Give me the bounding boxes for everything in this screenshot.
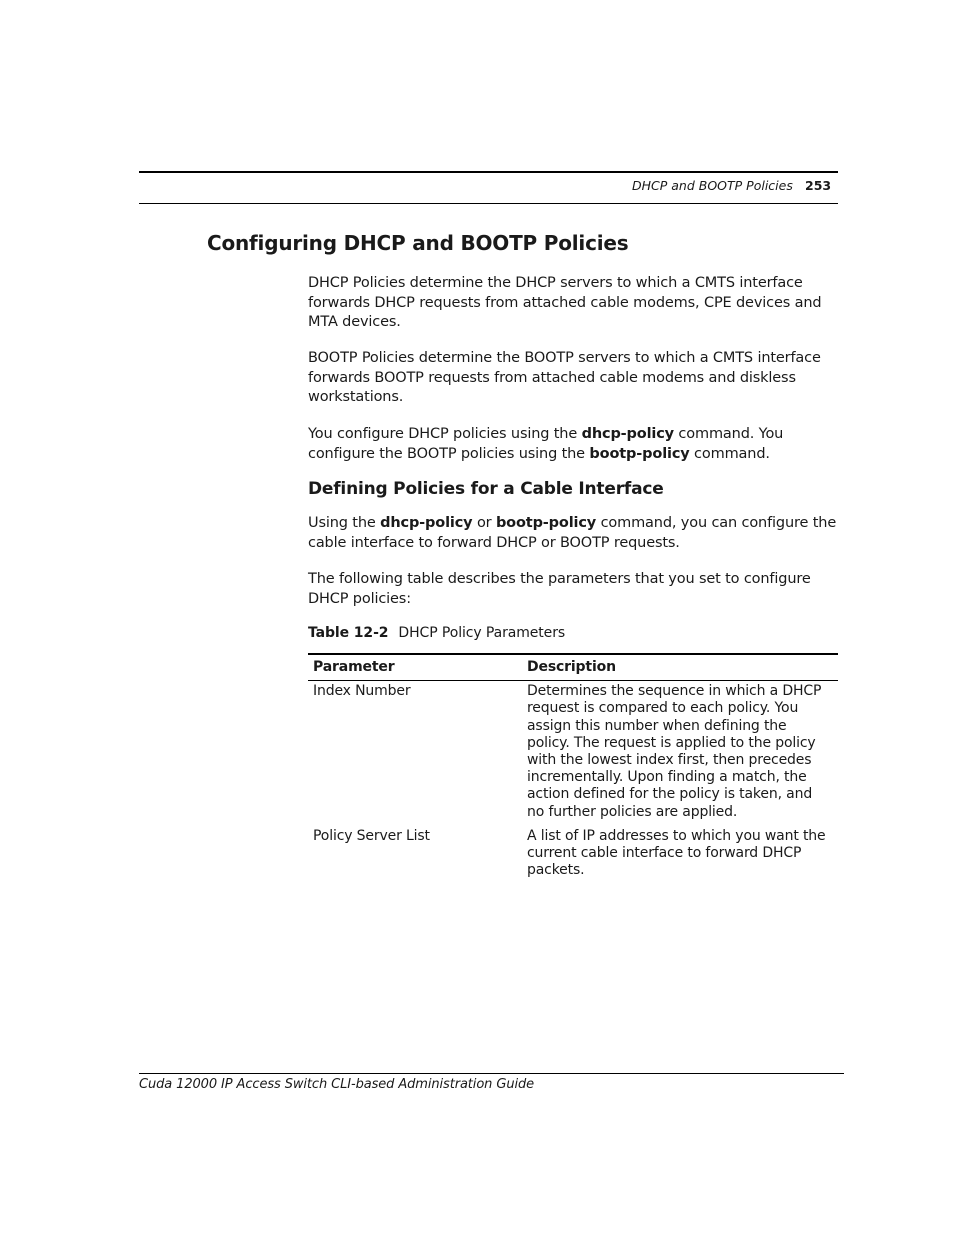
paragraph-configure-commands: You configure DHCP policies using the dhcp-policy command. You configure the BOOTP policies using the bootp-policy command. bbox=[308, 426, 784, 462]
table-caption-label: Table 12-2 bbox=[308, 625, 389, 641]
paragraph-table-intro: The following table describes the parameters that you set to configure DHCP policies: bbox=[308, 571, 811, 607]
paragraph-bootp-policies: BOOTP Policies determine the BOOTP servers to which a CMTS interface forwards BOOTP requests from attached cable modems and diskless workstations. bbox=[308, 350, 821, 405]
table-header-row bbox=[308, 654, 838, 681]
parameters-table bbox=[308, 653, 838, 879]
subsection-title: Defining Policies for a Cable Interface bbox=[308, 479, 664, 499]
column-header-description: Description bbox=[527, 659, 616, 675]
running-title: DHCP and BOOTP Policies bbox=[632, 178, 793, 193]
command-bootp-policy: bootp-policy bbox=[495, 515, 597, 531]
header-top-rule bbox=[139, 171, 838, 173]
paragraph-dhcp-policies: DHCP Policies determine the DHCP servers to which a CMTS interface forwards DHCP requests from attached cable modems, CPE devices and MTA devices. bbox=[308, 275, 822, 330]
page-number: 253 bbox=[805, 178, 832, 193]
footer-guide-title: Cuda 12000 IP Access Switch CLI-based Administration Guide bbox=[139, 1077, 535, 1092]
paragraph-using-commands: Using the dhcp-policy or bootp-policy command, you can configure the cable interface to forward DHCP or BOOTP requests. bbox=[308, 515, 837, 551]
parameter-cell: Policy Server List bbox=[313, 827, 430, 844]
table-row bbox=[308, 828, 838, 880]
footer-rule bbox=[139, 1073, 844, 1074]
description-cell: A list of IP addresses to which you want the current cable interface to forward DHCP packets. bbox=[527, 827, 826, 879]
description-cell: Determines the sequence in which a DHCP request is compared to each policy. You assign this number when defining the policy. The request is applied to the policy with the lowest index first, then precedes incrementally. Upon finding a match, the action defined for the policy is taken, and no further policies are applied. bbox=[527, 683, 822, 820]
command-dhcp-policy: dhcp-policy bbox=[380, 515, 473, 531]
table-row bbox=[308, 681, 838, 828]
table-caption-text: DHCP Policy Parameters bbox=[398, 625, 566, 641]
command-dhcp-policy: dhcp-policy bbox=[581, 426, 674, 442]
table-caption bbox=[308, 625, 565, 641]
section-title: Configuring DHCP and BOOTP Policies bbox=[207, 231, 629, 255]
command-bootp-policy: bootp-policy bbox=[589, 445, 690, 462]
header-bottom-rule bbox=[139, 203, 838, 204]
parameter-cell: Index Number bbox=[313, 683, 411, 700]
column-header-parameter: Parameter bbox=[313, 659, 395, 675]
